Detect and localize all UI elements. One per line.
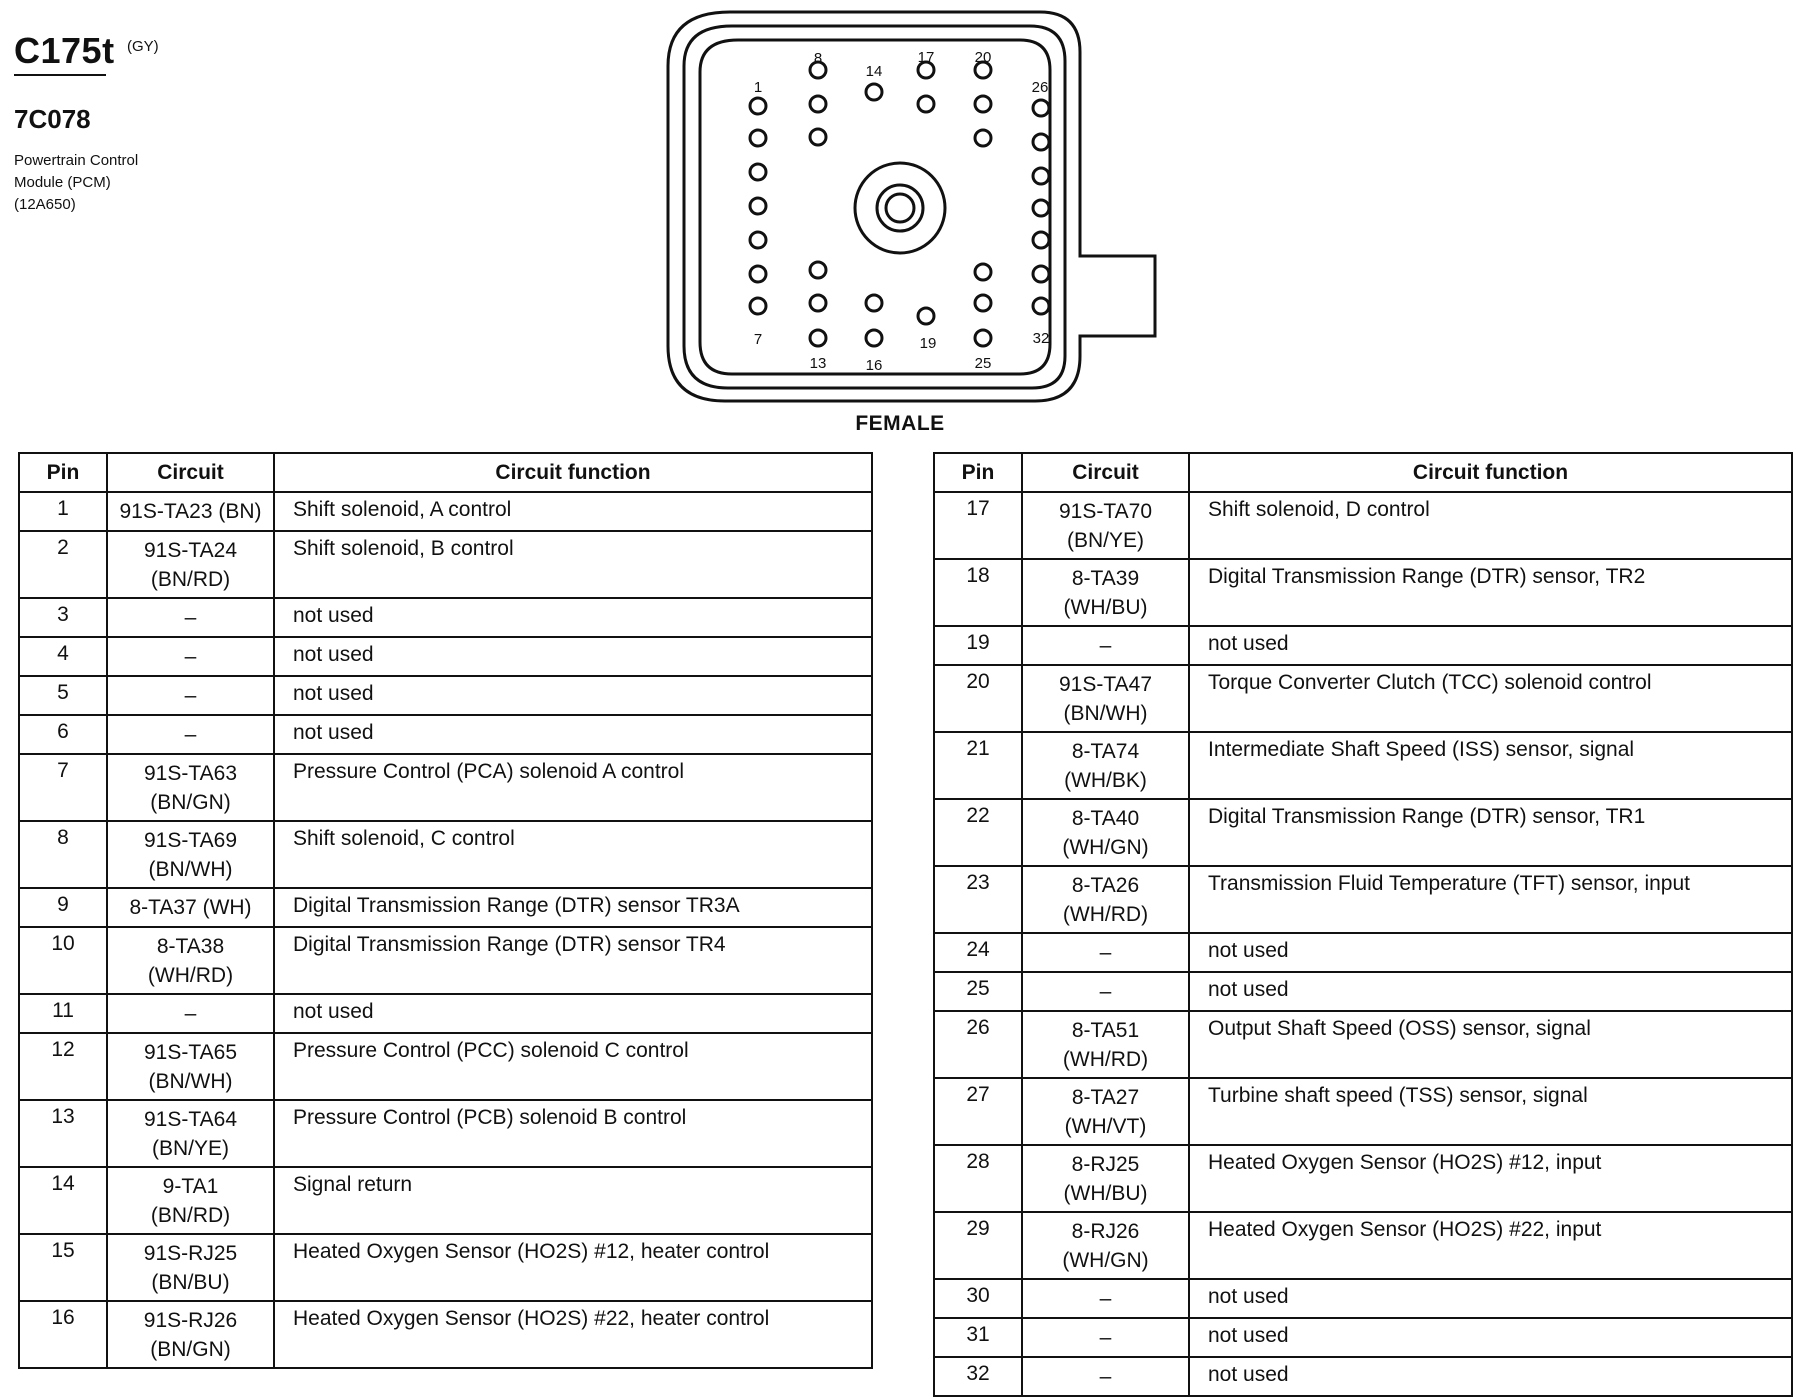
pin-label-13: 13 (809, 355, 827, 372)
table-row (934, 1318, 1792, 1357)
pin-hole (750, 298, 766, 314)
pin-number: 20 (934, 665, 1022, 732)
circuit-function: not used (274, 994, 872, 1033)
circuit-cell (1022, 933, 1189, 972)
pin-number: 5 (19, 676, 107, 715)
header-circuit: Circuit (107, 453, 274, 492)
circuit-cell (1022, 665, 1189, 732)
circuit-line: (BN/GN) (150, 791, 231, 814)
circuit-line: 91S-TA69 (144, 829, 237, 852)
circuit-line: – (1099, 1326, 1112, 1349)
circuit-line: 8-TA38 (156, 935, 225, 958)
pin-number: 32 (934, 1357, 1022, 1396)
pin-number: 22 (934, 799, 1022, 866)
description-line: Powertrain Control (14, 152, 139, 169)
connector-outer-shell (668, 12, 1155, 401)
pin-label-1: 1 (753, 79, 763, 96)
circuit-line: 91S-TA70 (1059, 500, 1152, 523)
table-row (19, 598, 872, 637)
circuit-cell (1022, 1011, 1189, 1078)
circuit-function: Pressure Control (PCA) solenoid A control (274, 754, 872, 821)
pin-label-16: 16 (865, 357, 883, 374)
header-pin: Pin (934, 453, 1022, 492)
table-row (934, 1357, 1792, 1396)
circuit-cell (107, 1301, 274, 1368)
circuit-line: 91S-TA47 (1059, 673, 1152, 696)
circuit-line: 8-TA39 (1071, 567, 1140, 590)
circuit-function: not used (1189, 1318, 1792, 1357)
circuit-cell (107, 598, 274, 637)
pin-number: 13 (19, 1100, 107, 1167)
circuit-line: (WH/RD) (147, 964, 234, 987)
table-row (934, 799, 1792, 866)
pin-hole (1033, 134, 1049, 150)
pin-hole (1033, 200, 1049, 216)
table-row (934, 1279, 1792, 1318)
circuit-line: (BN/RD) (150, 1204, 231, 1227)
pin-hole (866, 295, 882, 311)
pin-number: 10 (19, 927, 107, 994)
table-row (934, 933, 1792, 972)
circuit-line: (BN/BU) (151, 1271, 230, 1294)
pin-label-32: 32 (1032, 330, 1050, 347)
table-row (934, 1011, 1792, 1078)
connector-id-underline (14, 74, 106, 76)
circuit-function: Digital Transmission Range (DTR) sensor, TR2 (1189, 559, 1792, 626)
circuit-line: 8-TA37 (WH) (129, 896, 252, 919)
pin-number: 1 (19, 492, 107, 531)
circuit-line: (WH/BU) (1063, 1182, 1148, 1205)
circuit-line: – (1099, 634, 1112, 657)
connector-view-label: FEMALE (855, 412, 945, 435)
table-row (19, 994, 872, 1033)
circuit-line: – (184, 645, 197, 668)
circuit-function: Pressure Control (PCB) solenoid B control (274, 1100, 872, 1167)
circuit-line: (BN/GN) (150, 1338, 231, 1361)
pin-hole (975, 130, 991, 146)
table-row (934, 732, 1792, 799)
table-row (19, 492, 872, 531)
pin-number: 14 (19, 1167, 107, 1234)
pin-hole (975, 96, 991, 112)
circuit-cell (107, 754, 274, 821)
circuit-line: (BN/WH) (148, 1070, 233, 1093)
circuit-cell (1022, 972, 1189, 1011)
circuit-line: (WH/BK) (1064, 769, 1147, 792)
table-row (19, 1033, 872, 1100)
header-pin: Pin (19, 453, 107, 492)
pin-hole (810, 330, 826, 346)
pin-number: 17 (934, 492, 1022, 559)
circuit-cell (107, 715, 274, 754)
circuit-line: – (184, 684, 197, 707)
circuit-function: Shift solenoid, C control (274, 821, 872, 888)
pin-hole (975, 330, 991, 346)
circuit-line: 8-TA26 (1071, 874, 1140, 897)
connector-color: (GY) (127, 38, 159, 55)
table-row (19, 1234, 872, 1301)
pin-label-19: 19 (919, 335, 937, 352)
table-row (19, 531, 872, 598)
circuit-line: – (1099, 941, 1112, 964)
circuit-cell (107, 888, 274, 927)
circuit-line: (BN/YE) (151, 1137, 229, 1160)
header-function: Circuit function (1189, 453, 1792, 492)
pin-hole (750, 198, 766, 214)
circuit-cell (1022, 1279, 1189, 1318)
circuit-function: Heated Oxygen Sensor (HO2S) #12, input (1189, 1145, 1792, 1212)
pin-number: 28 (934, 1145, 1022, 1212)
pin-number: 6 (19, 715, 107, 754)
description-line: (12A650) (14, 196, 76, 213)
circuit-line: (BN/WH) (1063, 702, 1148, 725)
table-row (19, 927, 872, 994)
header-function: Circuit function (274, 453, 872, 492)
circuit-function: Shift solenoid, B control (274, 531, 872, 598)
pin-hole (750, 130, 766, 146)
circuit-cell (1022, 492, 1189, 559)
circuit-cell (1022, 1357, 1189, 1396)
circuit-line: – (1099, 1287, 1112, 1310)
circuit-function: not used (1189, 1357, 1792, 1396)
circuit-function: not used (1189, 933, 1792, 972)
table-row (934, 972, 1792, 1011)
circuit-cell (1022, 1145, 1189, 1212)
description-line: Module (PCM) (14, 174, 111, 191)
pin-number: 25 (934, 972, 1022, 1011)
circuit-line: 91S-RJ26 (143, 1309, 238, 1332)
circuit-line: – (1099, 980, 1112, 1003)
component-description (14, 150, 138, 216)
circuit-function: Digital Transmission Range (DTR) sensor TR4 (274, 927, 872, 994)
table-row (934, 866, 1792, 933)
pin-number: 2 (19, 531, 107, 598)
circuit-line: (WH/GN) (1062, 1249, 1149, 1272)
circuit-function: not used (274, 598, 872, 637)
pin-number: 9 (19, 888, 107, 927)
table-row (934, 559, 1792, 626)
pin-number: 18 (934, 559, 1022, 626)
circuit-line: 8-TA74 (1071, 740, 1140, 763)
table-row (19, 1301, 872, 1368)
circuit-line: 8-RJ26 (1071, 1220, 1140, 1243)
pinout-table-left (18, 452, 873, 1369)
header-circuit: Circuit (1022, 453, 1189, 492)
pin-hole (750, 232, 766, 248)
pin-hole (1033, 100, 1049, 116)
circuit-function: Intermediate Shaft Speed (ISS) sensor, signal (1189, 732, 1792, 799)
pin-label-17: 17 (917, 49, 935, 66)
circuit-function: Heated Oxygen Sensor (HO2S) #12, heater control (274, 1234, 872, 1301)
circuit-line: (WH/GN) (1062, 836, 1149, 859)
circuit-cell (1022, 866, 1189, 933)
pin-number: 27 (934, 1078, 1022, 1145)
circuit-function: Turbine shaft speed (TSS) sensor, signal (1189, 1078, 1792, 1145)
circuit-line: 8-TA40 (1071, 807, 1140, 830)
circuit-function: Transmission Fluid Temperature (TFT) sensor, input (1189, 866, 1792, 933)
circuit-function: not used (1189, 1279, 1792, 1318)
circuit-cell (1022, 1212, 1189, 1279)
table-row (934, 1078, 1792, 1145)
circuit-function: Digital Transmission Range (DTR) sensor, TR1 (1189, 799, 1792, 866)
center-post-middle (877, 185, 923, 231)
circuit-function: Shift solenoid, D control (1189, 492, 1792, 559)
circuit-cell (107, 1033, 274, 1100)
circuit-cell (107, 676, 274, 715)
pin-hole (1033, 232, 1049, 248)
circuit-line: – (184, 606, 197, 629)
circuit-line: – (184, 723, 197, 746)
pin-number: 16 (19, 1301, 107, 1368)
pin-hole (975, 264, 991, 280)
circuit-function: Heated Oxygen Sensor (HO2S) #22, heater control (274, 1301, 872, 1368)
circuit-cell (107, 492, 274, 531)
pin-label-20: 20 (974, 49, 992, 66)
connector-id: C175t (14, 30, 115, 71)
circuit-line: (WH/RD) (1062, 1048, 1149, 1071)
circuit-line: (BN/WH) (148, 858, 233, 881)
circuit-cell (1022, 559, 1189, 626)
circuit-line: – (1099, 1365, 1112, 1388)
pin-hole (918, 308, 934, 324)
pin-hole (810, 129, 826, 145)
circuit-function: Pressure Control (PCC) solenoid C control (274, 1033, 872, 1100)
pin-hole (810, 262, 826, 278)
circuit-function: Digital Transmission Range (DTR) sensor TR3A (274, 888, 872, 927)
circuit-function: not used (274, 715, 872, 754)
pin-number: 26 (934, 1011, 1022, 1078)
pin-number: 8 (19, 821, 107, 888)
table-row (934, 626, 1792, 665)
table-row (19, 888, 872, 927)
circuit-line: (BN/RD) (150, 568, 231, 591)
pin-number: 3 (19, 598, 107, 637)
pin-label-8: 8 (813, 50, 823, 67)
pin-hole (1033, 168, 1049, 184)
circuit-cell (107, 1167, 274, 1234)
pin-number: 24 (934, 933, 1022, 972)
table-row (19, 715, 872, 754)
circuit-cell (107, 927, 274, 994)
table-row (934, 665, 1792, 732)
circuit-function: Torque Converter Clutch (TCC) solenoid control (1189, 665, 1792, 732)
circuit-line: 91S-TA64 (144, 1108, 237, 1131)
circuit-line: (BN/YE) (1066, 529, 1144, 552)
pin-hole (750, 98, 766, 114)
pin-number: 15 (19, 1234, 107, 1301)
circuit-cell (107, 821, 274, 888)
pin-hole (750, 164, 766, 180)
pin-hole (1033, 266, 1049, 282)
circuit-cell (107, 637, 274, 676)
table-row (19, 821, 872, 888)
circuit-line: 91S-TA63 (144, 762, 237, 785)
pin-number: 31 (934, 1318, 1022, 1357)
pin-label-25: 25 (974, 355, 992, 372)
circuit-line: 91S-TA65 (144, 1041, 237, 1064)
pin-number: 11 (19, 994, 107, 1033)
circuit-function: Signal return (274, 1167, 872, 1234)
table-row (19, 1100, 872, 1167)
center-post-inner (886, 194, 914, 222)
circuit-cell (107, 994, 274, 1033)
table-row (19, 754, 872, 821)
circuit-function: Shift solenoid, A control (274, 492, 872, 531)
pin-number: 21 (934, 732, 1022, 799)
circuit-cell (1022, 799, 1189, 866)
circuit-line: (WH/RD) (1062, 903, 1149, 926)
part-number: 7C078 (14, 104, 91, 134)
table-header-row (19, 453, 872, 492)
pin-hole (866, 84, 882, 100)
circuit-cell (107, 1234, 274, 1301)
circuit-cell (107, 531, 274, 598)
circuit-cell (1022, 1078, 1189, 1145)
pin-hole (810, 295, 826, 311)
circuit-line: (WH/VT) (1064, 1115, 1147, 1138)
pin-number: 30 (934, 1279, 1022, 1318)
table-row (19, 1167, 872, 1234)
pin-label-14: 14 (865, 63, 883, 80)
circuit-function: not used (1189, 972, 1792, 1011)
circuit-line: 9-TA1 (162, 1175, 219, 1198)
circuit-function: not used (274, 637, 872, 676)
pin-hole (918, 96, 934, 112)
circuit-cell (1022, 732, 1189, 799)
pin-number: 12 (19, 1033, 107, 1100)
circuit-line: (WH/BU) (1063, 596, 1148, 619)
center-post-outer (855, 163, 945, 253)
circuit-line: 8-TA27 (1071, 1086, 1140, 1109)
circuit-line: – (184, 1002, 197, 1025)
pin-hole (750, 266, 766, 282)
circuit-function: not used (274, 676, 872, 715)
pin-number: 4 (19, 637, 107, 676)
circuit-cell (1022, 1318, 1189, 1357)
circuit-function: Heated Oxygen Sensor (HO2S) #22, input (1189, 1212, 1792, 1279)
table-row (934, 1145, 1792, 1212)
circuit-line: 8-TA51 (1071, 1019, 1140, 1042)
table-row (934, 1212, 1792, 1279)
pin-number: 19 (934, 626, 1022, 665)
table-row (19, 676, 872, 715)
circuit-line: 91S-TA24 (144, 539, 237, 562)
circuit-cell (107, 1100, 274, 1167)
pin-number: 29 (934, 1212, 1022, 1279)
table-row (934, 492, 1792, 559)
connector-face-diagram (660, 6, 1170, 406)
table-header-row (934, 453, 1792, 492)
circuit-line: 91S-TA23 (BN) (119, 500, 262, 523)
pin-hole (1033, 298, 1049, 314)
pin-hole (866, 330, 882, 346)
pin-label-26: 26 (1031, 79, 1049, 96)
circuit-function: not used (1189, 626, 1792, 665)
pin-hole (975, 295, 991, 311)
circuit-cell (1022, 626, 1189, 665)
circuit-line: 8-RJ25 (1071, 1153, 1140, 1176)
pin-hole (810, 96, 826, 112)
table-row (19, 637, 872, 676)
pin-number: 7 (19, 754, 107, 821)
pinout-table-right (933, 452, 1793, 1397)
pin-label-7: 7 (753, 331, 763, 348)
pin-number: 23 (934, 866, 1022, 933)
circuit-function: Output Shaft Speed (OSS) sensor, signal (1189, 1011, 1792, 1078)
circuit-line: 91S-RJ25 (143, 1242, 238, 1265)
